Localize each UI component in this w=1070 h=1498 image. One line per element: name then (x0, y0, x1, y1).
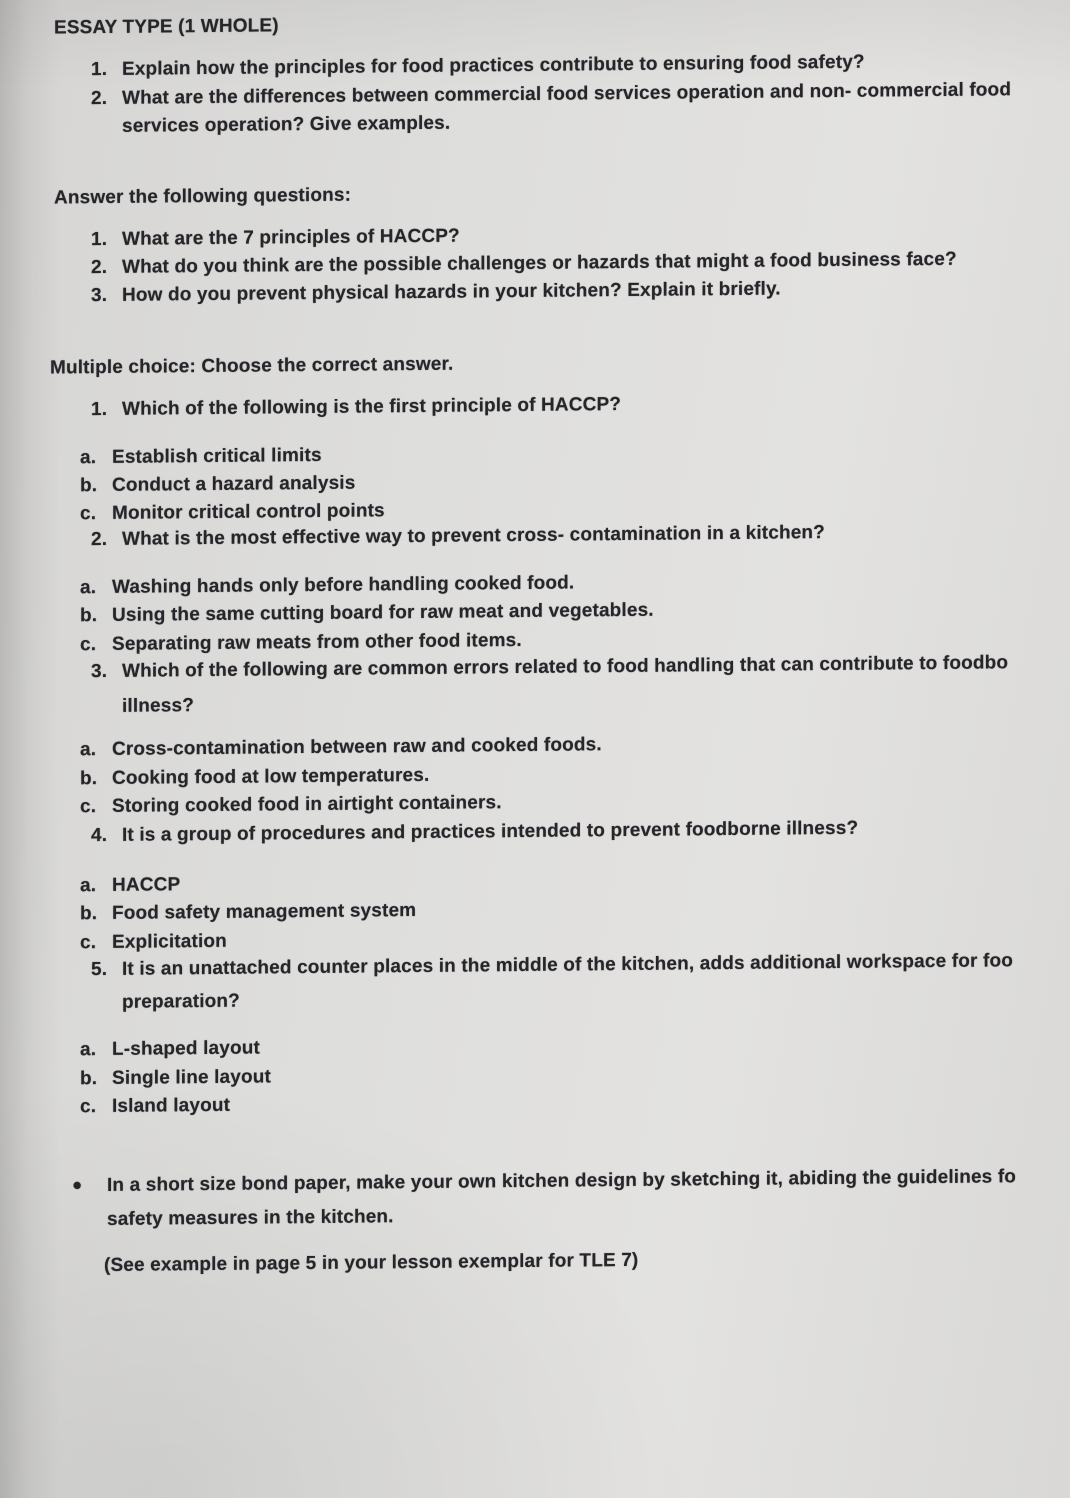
question-number: 1. (91, 398, 108, 421)
question-number: 5. (91, 958, 108, 981)
option-letter: c. (80, 932, 97, 954)
option-text: Island layout (112, 1094, 231, 1117)
option-letter: b. (80, 605, 98, 627)
question-number: 3. (91, 284, 108, 307)
question-number: 1. (91, 58, 108, 81)
question-number: 2. (91, 87, 108, 110)
option-text: Separating raw meats from other food items. (112, 629, 522, 655)
option-text: Food safety management system (112, 900, 417, 924)
option-letter: c. (80, 796, 97, 818)
question-text: Which of the following is the first principle of HACCP? (122, 394, 622, 420)
option-text: Establish critical limits (112, 444, 322, 468)
instruction-text: In a short size bond paper, make your own kitchen design by sketching it, abiding the guidelines fo (107, 1166, 1017, 1196)
question-text-continuation: preparation? (122, 990, 240, 1013)
question-text: What is the most effective way to prevent cross- contamination in a kitchen? (122, 522, 825, 550)
answer-section-title-row (0, 178, 1070, 216)
question-number: 3. (91, 660, 108, 683)
mc-question-5-cont (0, 983, 1070, 1021)
option-text: Single line layout (112, 1066, 271, 1089)
question-text: What are the 7 principles of HACCP? (122, 225, 460, 250)
option-letter: a. (80, 875, 97, 897)
option-text: Storing cooked food in airtight containers. (112, 792, 502, 817)
option-letter: a. (80, 577, 97, 599)
question-number: 2. (91, 528, 108, 551)
question-text: It is an unattached counter places in the middle of the kitchen, adds additional workspace for foo (122, 950, 1013, 980)
option-letter: b. (80, 1068, 98, 1090)
option-letter: b. (80, 903, 98, 925)
question-text: What are the differences between commercial food services operation and non- commercial food (122, 79, 1012, 109)
question-text-continuation: services operation? Give examples. (122, 112, 451, 137)
question-text: Which of the following are common errors related to food handling that can contribute to foodbo (122, 652, 1009, 682)
option-text: Cooking food at low temperatures. (112, 764, 430, 789)
mc-question-1 (0, 390, 1070, 428)
option-letter: b. (80, 768, 98, 790)
essay-section-title: ESSAY TYPE (1 WHOLE) (54, 15, 279, 39)
option-letter: a. (80, 1039, 97, 1061)
question-number: 2. (91, 256, 108, 279)
note-text: (See example in page 5 in your lesson exemplar for TLE 7) (104, 1249, 639, 1277)
question-number: 1. (91, 228, 108, 251)
option-text: Cross-contamination between raw and cooked foods. (112, 734, 602, 760)
option-text: HACCP (112, 874, 181, 896)
option-letter: c. (80, 503, 97, 525)
option-letter: a. (80, 739, 97, 761)
option-text: Explicitation (112, 930, 227, 953)
essay-section-title-row (0, 8, 1070, 46)
option-letter: b. (80, 475, 98, 497)
option-text: Using the same cutting board for raw meat and vegetables. (112, 599, 654, 626)
mc-question-3-cont (0, 687, 1070, 725)
question-number: 4. (91, 824, 108, 847)
activity-instruction (0, 1166, 1070, 1204)
option-letter: c. (80, 1096, 97, 1118)
question-text: Explain how the principles for food practices contribute to ensuring food safety? (122, 51, 865, 80)
mc-section-title: Multiple choice: Choose the correct answer. (50, 353, 454, 379)
question-text: What do you think are the possible challenges or hazards that might a food business face? (122, 248, 957, 278)
option-text: L-shaped layout (112, 1037, 260, 1060)
option-letter: a. (80, 447, 97, 469)
activity-instruction-cont (0, 1200, 1070, 1238)
activity-note (0, 1246, 1070, 1284)
option-text: Washing hands only before handling cooked food. (112, 572, 575, 598)
instruction-text-continuation: safety measures in the kitchen. (107, 1206, 394, 1230)
question-text: How do you prevent physical hazards in your kitchen? Explain it briefly. (122, 278, 781, 306)
question-text-continuation: illness? (122, 695, 194, 717)
option-letter: c. (80, 634, 97, 656)
mc-section-title-row (0, 348, 1070, 386)
answer-section-title: Answer the following questions: (54, 184, 352, 209)
option-text: Conduct a hazard analysis (112, 472, 356, 496)
option-text: Monitor critical control points (112, 500, 385, 524)
bullet-icon: ● (72, 1175, 83, 1195)
question-text: It is a group of procedures and practices intended to prevent foodborne illness? (122, 817, 859, 846)
